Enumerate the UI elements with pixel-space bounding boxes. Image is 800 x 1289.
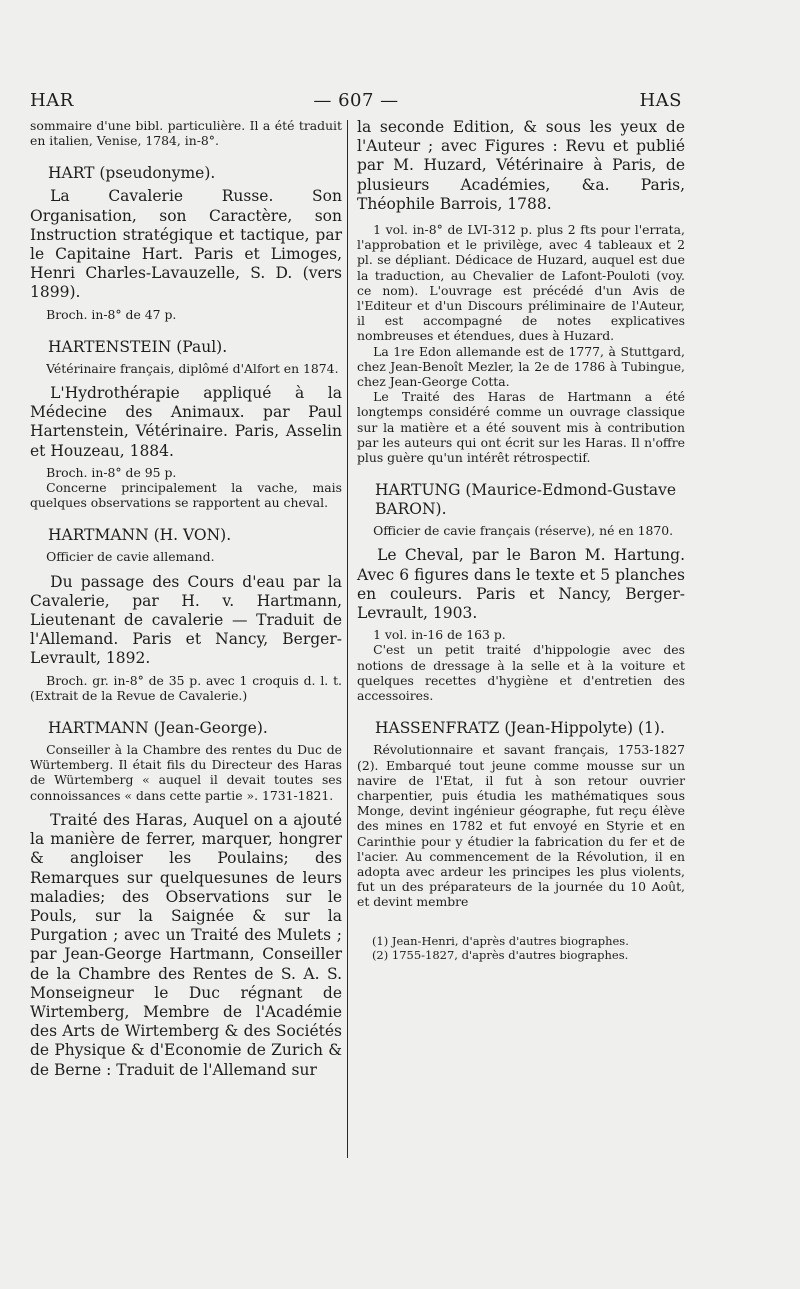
note-text: Officier de cavie français (réserve), né en 1870.: [373, 523, 674, 539]
book-title-text: la seconde Edition, & sous les yeux de l'Auteur ; avec Figures : Revu et publié par M. Huzard, Vétérinaire à Paris, de plusieurs Académies, &a. Paris, Théophile Barrois, 1788.: [357, 118, 685, 213]
note-text: Vétérinaire français, diplômé d'Alfort en 1874.: [46, 360, 339, 376]
book-title-text: L'Hydrothérapie appliqué à la Médecine des Animaux. par Paul Hartenstein, Vétérinaire. Paris, Asselin et Houzeau, 1884.: [30, 384, 342, 460]
footnotes: [357, 934, 685, 962]
book-title-text: La Cavalerie Russe. Son Organisation, son Caractère, son Instruction stratégique et tactique, par le Capitaine Hart. Paris et Limoges, Henri Charles-Lavauzelle, S. D. (vers 1899).: [30, 187, 342, 302]
entry-heading: HART (pseudonyme).: [48, 164, 216, 183]
note-text: 1 vol. in-8° de LVI-312 p. plus 2 fts pour l'errata, l'approbation et le privilège, avec 4 tableaux et 2 pl. se dépliant. Dédicace de Huzard, auquel est due la traduction, au Chevalier de Lafont-Pouloti (voy. ce nom). L'ouvrage est précédé d'un Avis de l'Editeur et d'un Discours préliminaire de l'Auteur, il est accompagné de notes explicatives nombreuses et étendues, dues à Huzard.: [357, 222, 685, 344]
page-number: — 607 —: [313, 90, 399, 111]
book-title-text: Du passage des Cours d'eau par la Cavalerie, par H. v. Hartmann, Lieutenant de cavalerie — Traduit de l'Allemand. Paris et Nancy, Berger-Levrault, 1892.: [30, 572, 342, 668]
note-text: Conseiller à la Chambre des rentes du Duc de Würtemberg. Il était fils du Directeur des Haras de Würtemberg « auquel il devait toutes ses connoissances « dans cette partie ». 1731-1821.: [30, 742, 342, 803]
note-text: Officier de cavie allemand.: [46, 549, 215, 565]
entry-heading: HARTENSTEIN (Paul).: [48, 337, 228, 356]
footnote: (2) 1755-1827, d'après d'autres biographes.: [371, 947, 629, 962]
running-header: [30, 90, 682, 116]
text-block: sommaire d'une bibl. particulière. Il a été traduit en italien, Venise, 1784, in-8°.: [30, 118, 342, 149]
note-text: Concerne principalement la vache, mais quelques observations se rapportent au cheval.: [30, 480, 342, 511]
note-text: Broch. in-8° de 95 p.: [46, 464, 177, 480]
entry-heading: HASSENFRATZ (Jean-Hippolyte) (1).: [375, 719, 665, 738]
book-title-text: Le Cheval, par le Baron M. Hartung. Avec 6 figures dans le texte et 5 planches en couleurs. Paris et Nancy, Berger-Levrault, 1903.: [357, 546, 685, 623]
note-text: Le Traité des Haras de Hartmann a été longtemps considéré comme un ouvrage classique sur la matière et a été souvent mis à contribution par les auteurs qui ont écrit sur les Haras. Il n'offre plus guère qu'un intérêt rétrospectif.: [357, 389, 685, 466]
left-column: [30, 118, 342, 1080]
note-text: C'est un petit traité d'hippologie avec des notions de dressage à la selle et à la voiture et quelques recettes d'hygiène et d'entretien des accessoires.: [357, 642, 685, 704]
note-text: La 1re Edon allemande est de 1777, à Stuttgard, chez Jean-Benoît Mezler, la 2e de 1786 à Tubingue, chez Jean-George Cotta.: [357, 343, 685, 390]
note-text: Broch. gr. in-8° de 35 p. avec 1 croquis d. l. t. (Extrait de la Revue de Cavalerie.): [30, 672, 342, 703]
note-text: 1 vol. in-16 de 163 p.: [373, 627, 506, 643]
note-text: Révolutionnaire et savant français, 1753-1827 (2). Embarqué tout jeune comme mousse sur un navire de l'Etat, il fut à son retour ouvrier charpentier, puis étudia les mathématiques sous Monge, devint ingénieur géographe, fut reçu élève des mines en 1782 et fut envoyé en Styrie et en Carinthie pour y étudier la fabrication du fer et de l'acier. Au commencement de la Révolution, il en adopta avec ardeur les principes les plus violents, fut un des préparateurs de la journée du 10 Août, et devint membre: [357, 742, 685, 910]
note-text: Broch. in-8° de 47 p.: [46, 306, 177, 322]
column-divider: [347, 120, 348, 1158]
entry-heading: HARTMANN (Jean-George).: [48, 719, 268, 738]
entry-heading: HARTUNG (Maurice-Edmond-Gustave BARON).: [375, 481, 677, 519]
header-right: HAS: [639, 90, 682, 111]
header-left: HAR: [30, 90, 74, 111]
right-column: [357, 118, 685, 962]
book-title-text: Traité des Haras, Auquel on a ajouté la manière de ferrer, marquer, hongrer & angloiser les Poulains; des Remarques sur quelquesunes de leurs maladies; des Observations sur le Pouls, sur la Saignée & sur la Purgation ; avec un Traité des Mulets ; par Jean-George Hartmann, Conseiller de la Chambre des Rentes de S. A. S. Monseigneur le Duc régnant de Wirtemberg, Membre de l'Académie des Arts de Wirtemberg & des Sociétés de Physique & d'Economie de Zurich & de Berne : Traduit de l'Allemand sur: [30, 810, 342, 1079]
entry-heading: HARTMANN (H. VON).: [48, 526, 232, 545]
footnote: (1) Jean-Henri, d'après d'autres biographes.: [371, 933, 629, 948]
